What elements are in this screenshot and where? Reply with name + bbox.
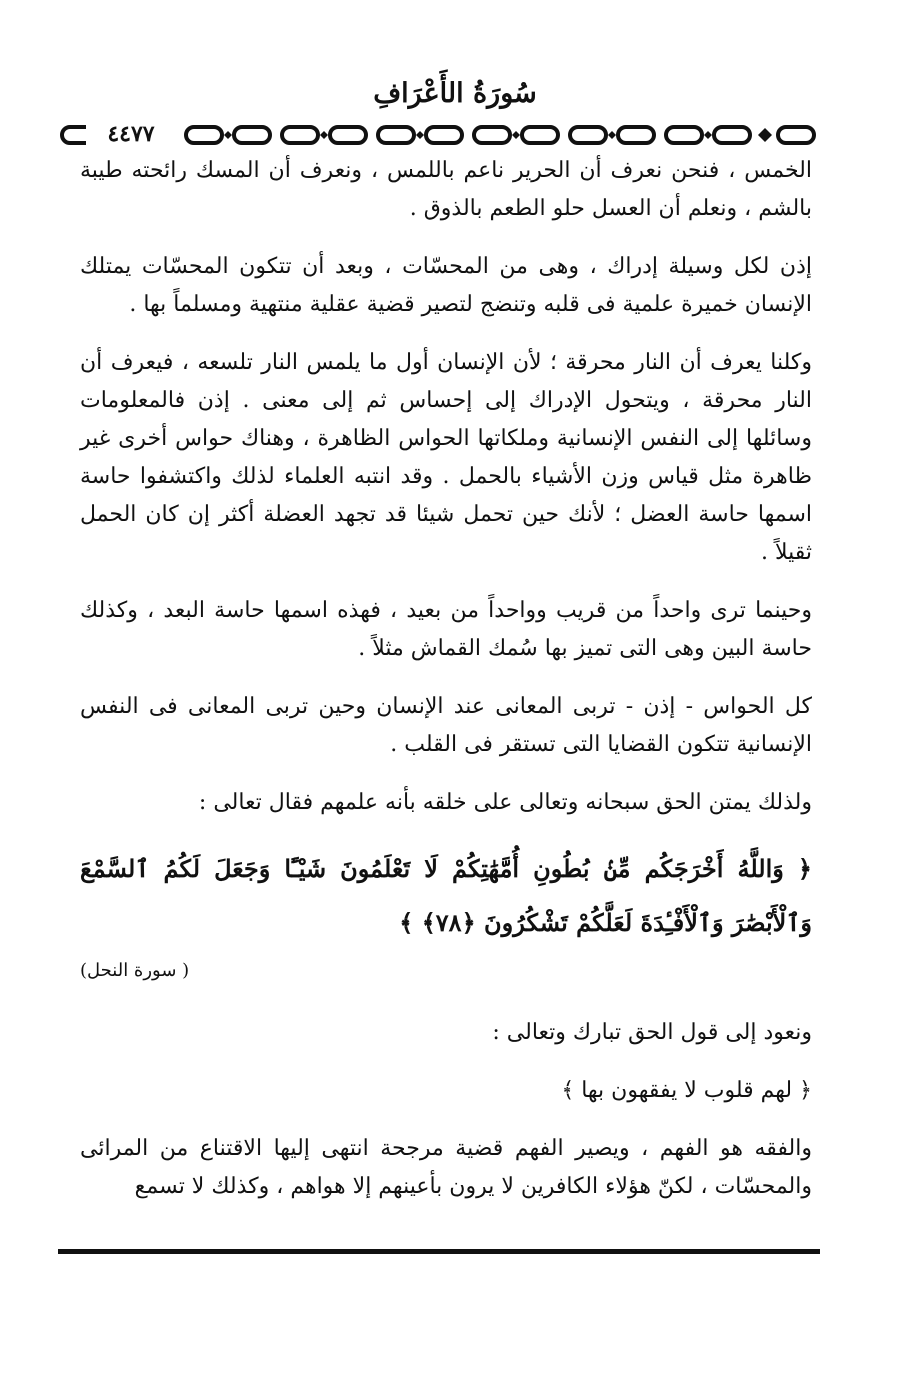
quran-verse: ﴿ وَاللَّهُ أَخْرَجَكُم مِّنۢ بُطُونِ أُمَّهَٰتِكُمْ لَا تَعْلَمُونَ شَيْـًٔا وَجَعَلَ لَكُمُ ٱلسَّمْعَ وَٱلْأَبْصَٰرَ وَٱلْأَفْـِٔدَةَ لَعَلَّكُمْ تَشْكُرُونَ ﴿٧٨﴾ ﴾ [80,854,812,937]
paragraph-1: الخمس ، فنحن نعرف أن الحرير ناعم باللمس ، ونعرف أن المسك رائحته طيبة بالشم ، ونعلم أن العسل حلو الطعم بالذوق . [80,158,812,221]
paragraph-5: كل الحواس - إذن - تربى المعانى عند الإنسان وحين تربى المعانى فى النفس الإنسانية تتكون القضايا التى تستقر فى القلب . [80,694,812,757]
paragraph-4: وحينما ترى واحداً من قريب وواحداً من بعيد ، فهذه اسمها حاسة البعد ، وكذلك حاسة البين وهى التى تميز بها سُمك القماش مثلاً . [80,598,812,661]
footer-rule [58,1249,820,1254]
paragraph-7: ونعود إلى قول الحق تبارك وتعالى : [492,1020,812,1045]
quran-reference: ( سورة النحل) [80,960,190,981]
paragraph-3: وكلنا يعرف أن النار محرقة ؛ لأن الإنسان أول ما يلمس النار تلسعه ، فيعرف أن النار محرقة ، ويتحول الإدراك إلى إحساس ثم إلى معنى . إذن فالمعلومات وسائلها إلى النفس الإنسانية وملكاتها الحواس الظاهرة ، وهناك حواس أخرى غير ظاهرة مثل قياس وزن الأشياء بالحمل . وقد انتبه العلماء لذلك واكتشفوا حاسة اسمها حاسة العضل ؛ لأنك حين تحمل شيئا قد تجهد العضلة أكثر إن كان الحمل ثقيلاً . [80,350,812,565]
paragraph-6: ولذلك يمتن الحق سبحانه وتعالى على خلقه بأنه علمهم فقال تعالى : [198,790,812,815]
page-body [80,152,812,1226]
surah-title: سُورَةُ الأَعْرَافِ [373,78,537,109]
page-number: ٤٤٧٧ [86,119,176,149]
short-verse: ﴿ لهم قلوب لا يفقهون بها ﴾ [561,1078,812,1103]
paragraph-8: والفقه هو الفهم ، ويصير الفهم قضية مرجحة انتهى إليها الاقتناع من المرائى والمحسّات ، لكنّ هؤلاء الكافرين لا يرون بأعينهم إلا هواهم ، وكذلك لا تسمع [80,1136,812,1199]
paragraph-2: إذن لكل وسيلة إدراك ، وهى من المحسّات ، وبعد أن تتكون المحسّات يمتلك الإنسان خميرة علمية فى قلبه وتنضج لتصير قضية عقلية منتهية ومسلماً بها . [80,254,812,317]
